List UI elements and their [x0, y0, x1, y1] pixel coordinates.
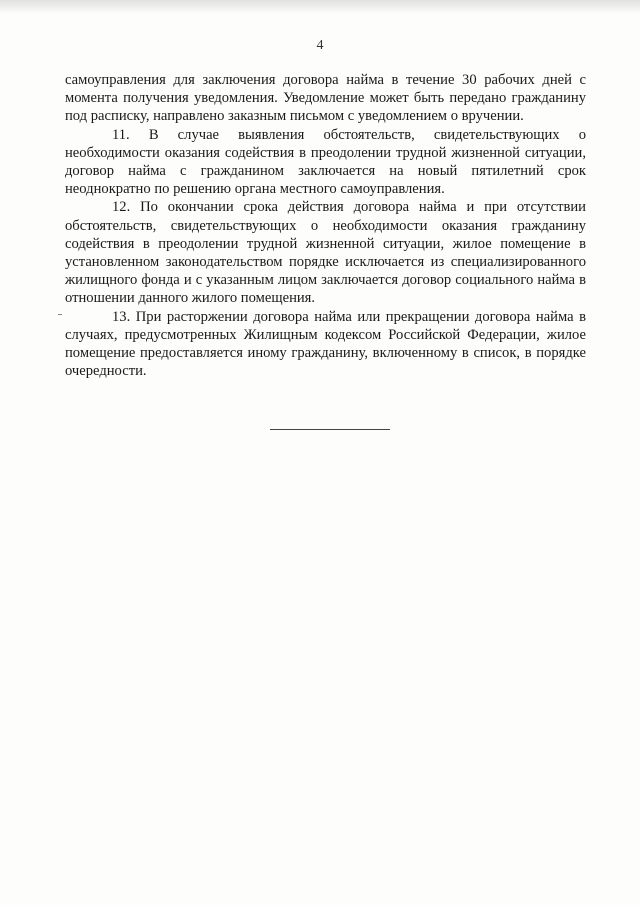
paragraph-11: 11. В случае выявления обстоятельств, свидетельствующих о необходимости оказания содействия в преодолении трудной жизненной ситуации, договор найма с гражданином заключается на новый пятилетний срок неоднократно по решению органа местного самоуправления.	[65, 126, 586, 198]
scan-artifact	[58, 314, 62, 315]
page-number: 4	[316, 38, 324, 53]
scan-top-edge	[0, 0, 640, 14]
end-of-document-rule	[270, 429, 390, 430]
paragraph-12: 12. По окончании срока действия договора найма и при отсутствии обстоятельств, свидетельствующих о необходимости оказания гражданину содействия в преодолении трудной жизненной ситуации, жилое помещение в установленном законодательством порядке исключается из специализированного жилищного фонда и с указанным лицом заключается договор социального найма в отношении данного жилого помещения.	[65, 199, 586, 307]
paragraph-13: 13. При расторжении договора найма или прекращении договора найма в случаях, предусмотренных Жилищным кодексом Российской Федерации, жилое помещение предоставляется иному гражданину, включенному в список, в порядке очередности.	[65, 308, 586, 380]
document-body	[65, 71, 586, 380]
paragraph-continuation: самоуправления для заключения договора найма в течение 30 рабочих дней с момента получения уведомления. Уведомление может быть передано гражданину под расписку, направлено заказным письмом с уведомлением о вручении.	[65, 72, 586, 125]
